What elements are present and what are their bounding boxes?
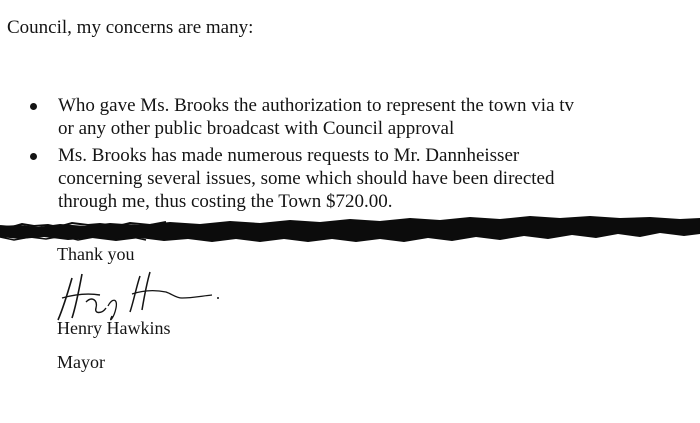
concern-line: or any other public broadcast with Council approval [58,118,455,139]
concern-line: concerning several issues, some which should have been directed [58,168,555,189]
signer-title: Mayor [57,352,105,372]
list-item [30,144,700,213]
concern-line: through me, thus costing the Town $720.00. [58,191,393,212]
list-item [30,94,700,140]
salutation-text: Council, my concerns are many: [7,17,254,38]
bullet-icon [30,103,37,110]
bullet-icon [30,153,37,160]
signer-name: Henry Hawkins [57,318,171,338]
concerns-list [30,94,700,217]
concern-line: Ms. Brooks has made numerous requests to Mr. Dannheisser [58,145,520,166]
concern-line: Who gave Ms. Brooks the authorization to represent the town via tv [58,95,575,116]
closing-text: Thank you [57,244,135,264]
